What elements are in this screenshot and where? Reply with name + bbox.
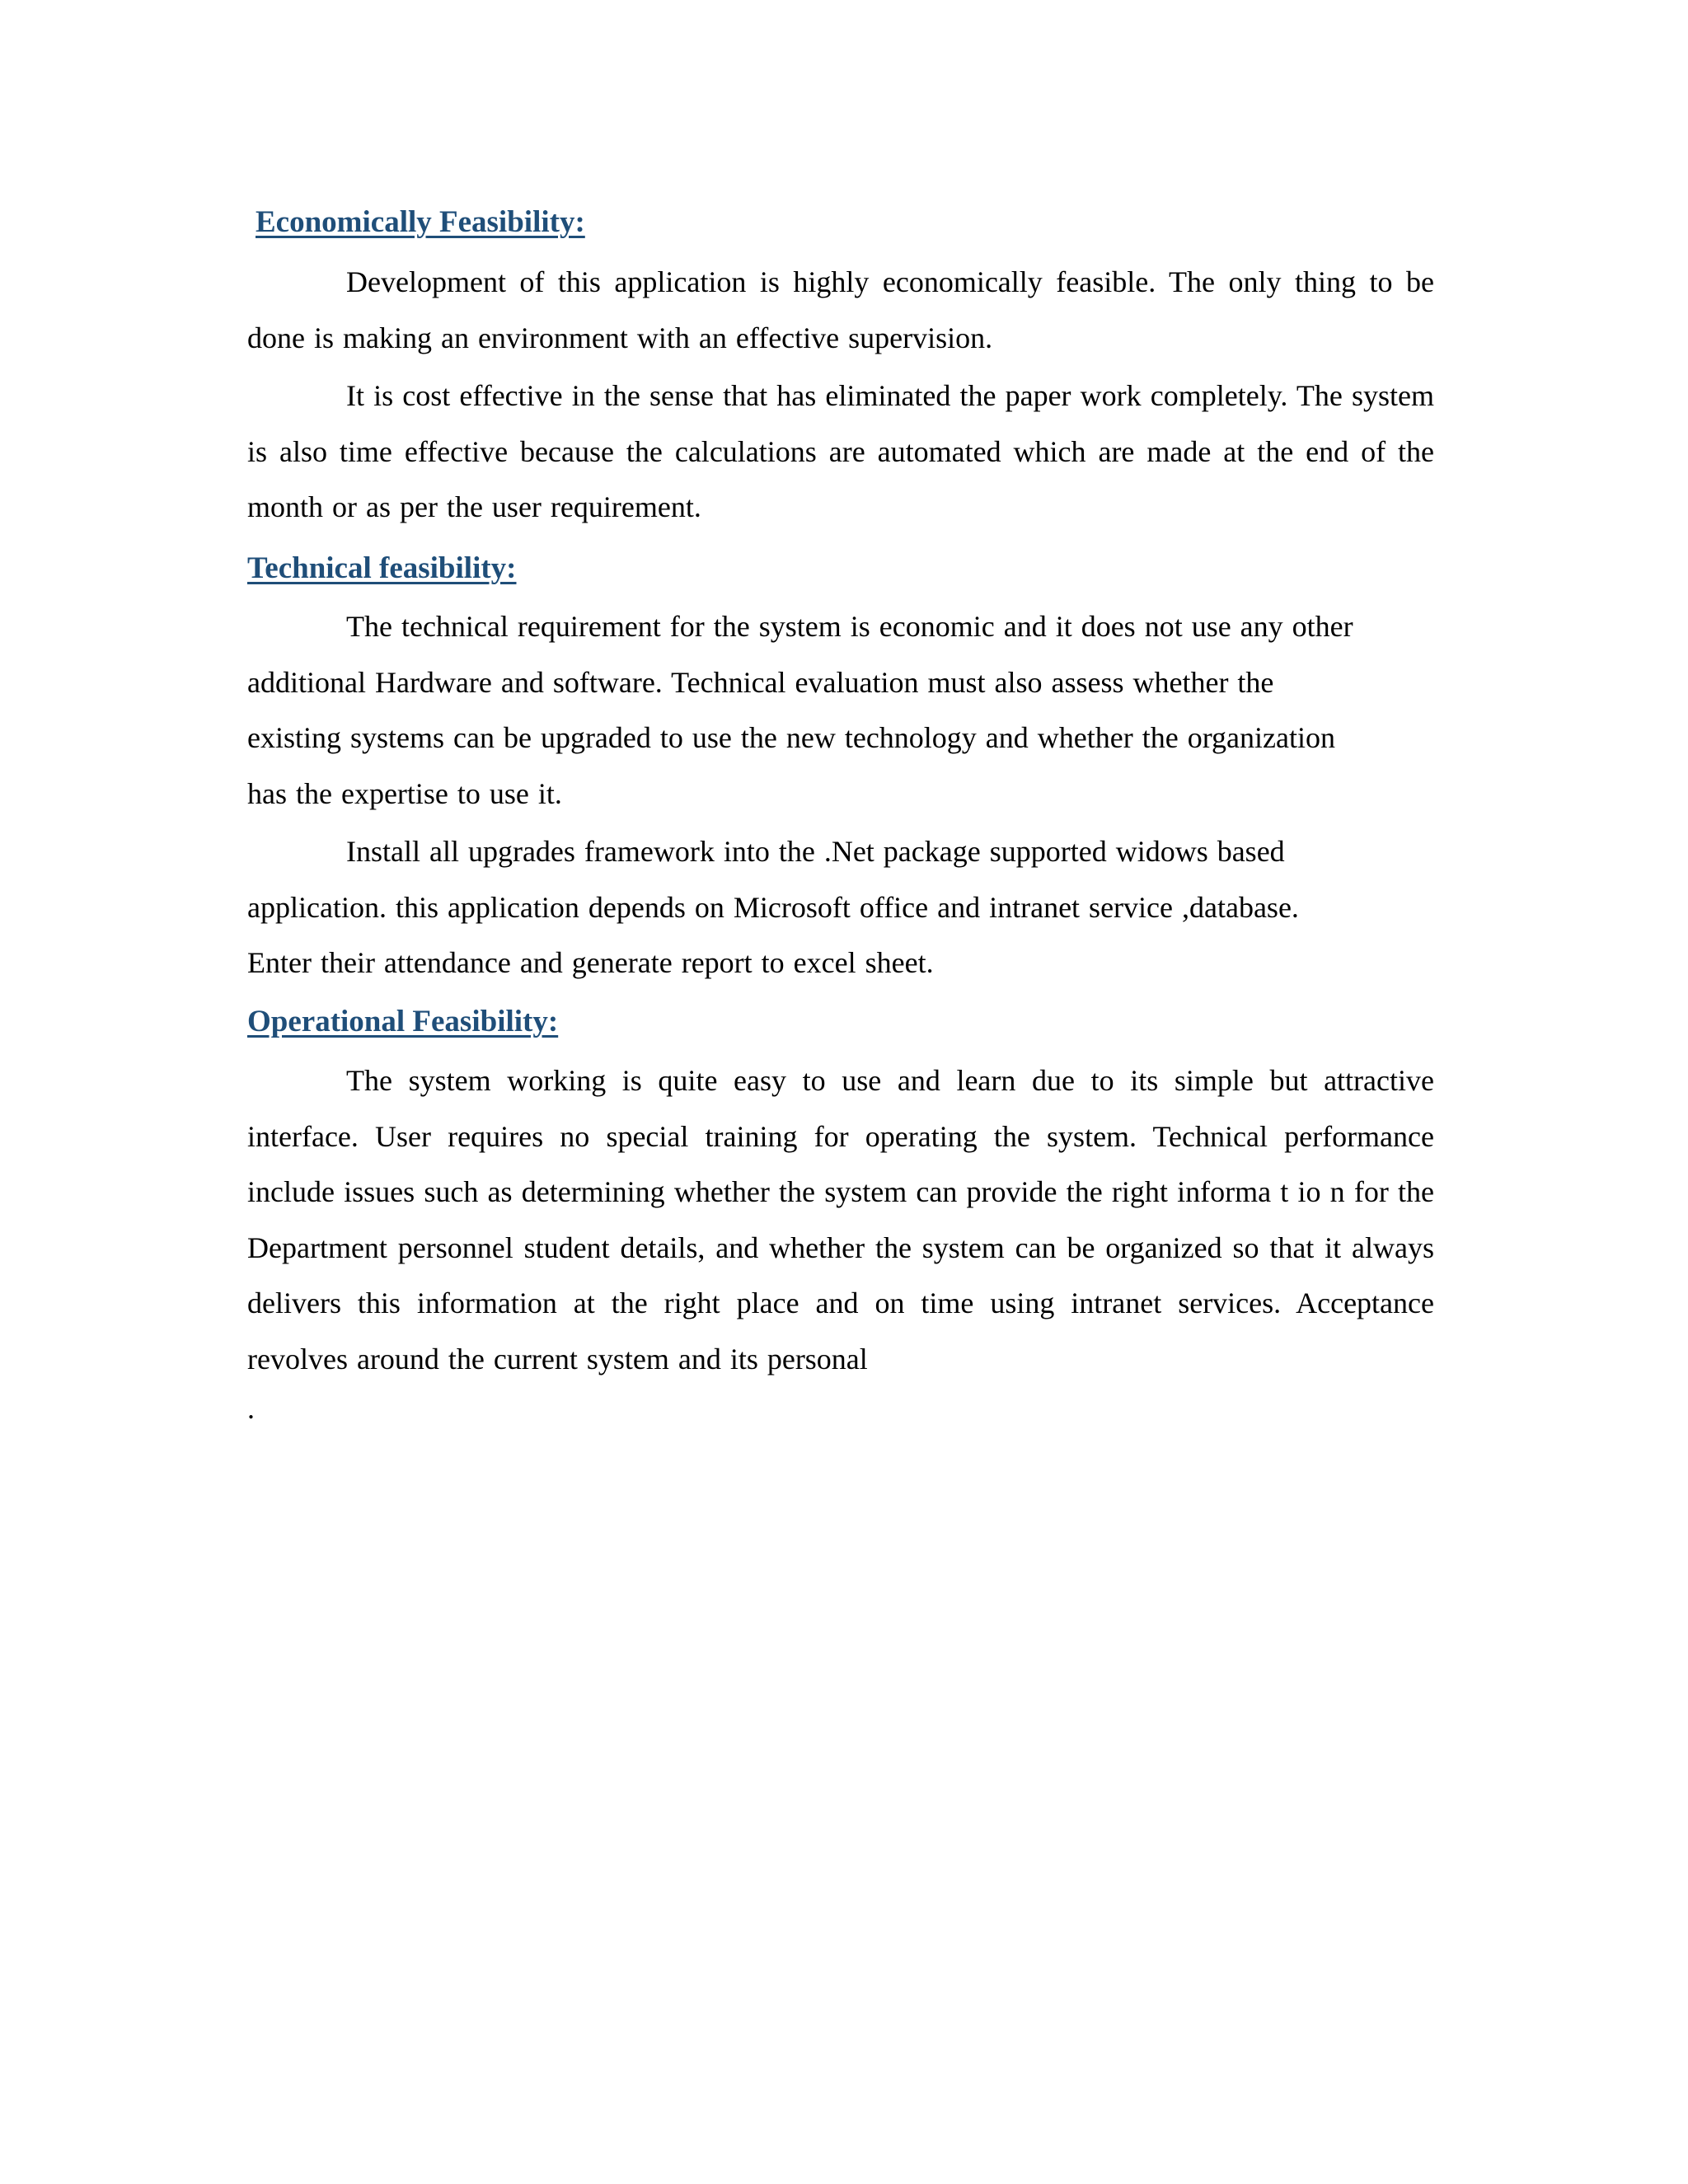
section-operational-feasibility <box>247 1002 1434 1425</box>
section-heading: Technical feasibility: <box>247 551 517 585</box>
trailing-period: . <box>247 1392 255 1425</box>
paragraph: Install all upgrades framework into the .Net package supported widows based application. this application depends on Microsoft office and intranet service ,database. Enter their attendance and generate report to excel sheet. <box>247 835 1299 979</box>
paragraph: Development of this application is highly economically feasible. The only thing to be done is making an environment with an effective supervision. <box>247 265 1434 354</box>
paragraph: It is cost effective in the sense that has eliminated the paper work completely. The system is also time effective because the calculations are automated which are made at the end of the month or as per the user requirement. <box>247 379 1434 523</box>
section-heading: Operational Feasibility: <box>247 1005 559 1038</box>
paragraph: The system working is quite easy to use and learn due to its simple but attractive interface. User requires no special training for operating the system. Technical performance include issues such as determining whether the system can provide the right informa t io n for the Department personnel student details, and whether the system can be organized so that it always delivers this information at the right place and on time using intranet services. Acceptance revolves around the current system and its personal <box>247 1064 1434 1376</box>
section-heading: Economically Feasibility: <box>256 205 585 239</box>
paragraph: The technical requirement for the system is economic and it does not use any other additional Hardware and software. Technical evaluation must also assess whether the existing systems can be upgraded to use the new technology and whether the organization has the expertise to use it. <box>247 610 1353 810</box>
section-economic-feasibility <box>247 203 1434 536</box>
section-technical-feasibility <box>247 549 1434 991</box>
